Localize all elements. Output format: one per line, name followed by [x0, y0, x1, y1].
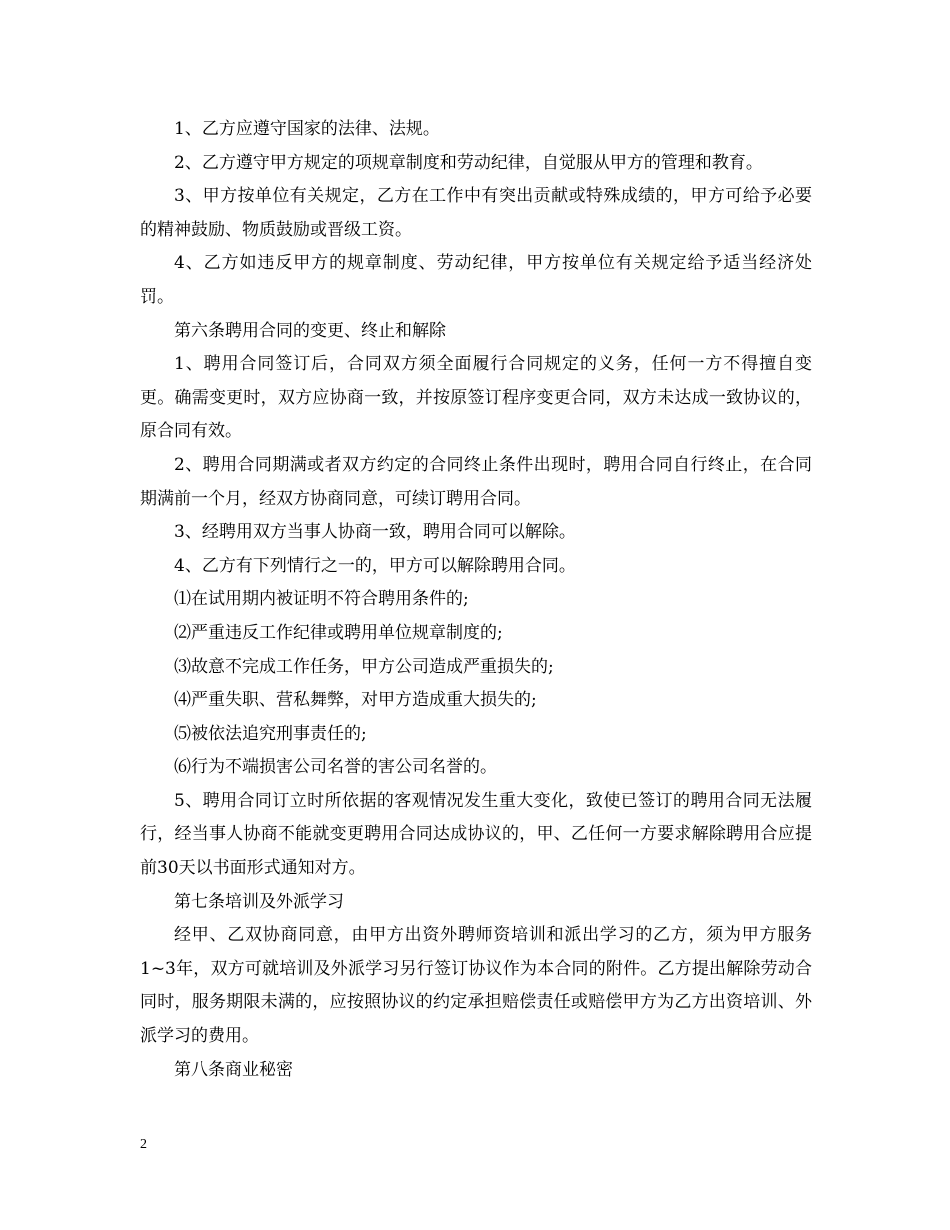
article-6-item-4: 4、乙方有下列情行之一的，甲方可以解除聘用合同。	[174, 555, 576, 576]
article-6-item-3: 3、经聘用双方当事人协商一致，聘用合同可以解除。	[174, 522, 576, 543]
clause-5-item-1: 1、乙方应遵守国家的法律、法规。	[174, 119, 440, 139]
page-number: 2	[140, 1137, 147, 1152]
clause-5-item-2: 2、乙方遵守甲方规定的项规章制度和劳动纪律，自觉服从甲方的管理和教育。	[174, 152, 763, 173]
article-6-sub-item-4: ⑷严重失职、营私舞弊，对甲方造成重大损失的;	[174, 690, 537, 711]
article-6-sub-item-3: ⑶故意不完成工作任务，甲方公司造成严重损失的;	[174, 656, 554, 677]
article-7-body: 经甲、乙双协商同意，由甲方出资外聘师资培训和派出学习的乙方，须为甲方服务1~3年，双方可就培训及外派学习另行签订协议作为本合同的附件。乙方提出解除劳动合同时，服务期限未满的，应按照协议的约定承担赔偿责任或赔偿甲方为乙方出资培训、外派学习的费用。	[140, 925, 812, 1047]
article-6-item-5: 5、聘用合同订立时所依据的客观情况发生重大变化，致使已签订的聘用合同无法履行，经当事人协商不能就变更聘用合同达成协议的，甲、乙任何一方要求解除聘用合应提前30天以书面形式通知对方。	[140, 790, 812, 879]
article-7-heading: 第七条培训及外派学习	[174, 891, 344, 912]
article-6-sub-item-6: ⑹行为不端损害公司名誉的害公司名誉的。	[174, 757, 497, 778]
clause-5-item-3: 3、甲方按单位有关规定，乙方在工作中有突出贡献或特殊成绩的，甲方可给予必要的精神鼓励、物质鼓励或晋级工资。	[140, 186, 812, 240]
article-6-heading: 第六条聘用合同的变更、终止和解除	[174, 320, 446, 341]
document-body	[140, 113, 812, 1087]
article-6-sub-item-1: ⑴在试用期内被证明不符合聘用条件的;	[174, 589, 469, 610]
article-6-sub-item-5: ⑸被依法追究刑事责任的;	[174, 723, 367, 744]
article-6-sub-item-2: ⑵严重违反工作纪律或聘用单位规章制度的;	[174, 622, 503, 643]
clause-5-item-4: 4、乙方如违反甲方的规章制度、劳动纪律，甲方按单位有关规定给予适当经济处罚。	[140, 253, 812, 307]
article-6-item-2: 2、聘用合同期满或者双方约定的合同终止条件出现时，聘用合同自行终止，在合同期满前一个月，经双方协商同意，可续订聘用合同。	[140, 454, 812, 509]
article-6-item-1: 1、聘用合同签订后，合同双方须全面履行合同规定的义务，任何一方不得擅自变更。确需变更时，双方应协商一致，并按原签订程序变更合同，双方未达成一致协议的，原合同有效。	[140, 354, 812, 442]
article-8-heading: 第八条商业秘密	[174, 1059, 293, 1080]
